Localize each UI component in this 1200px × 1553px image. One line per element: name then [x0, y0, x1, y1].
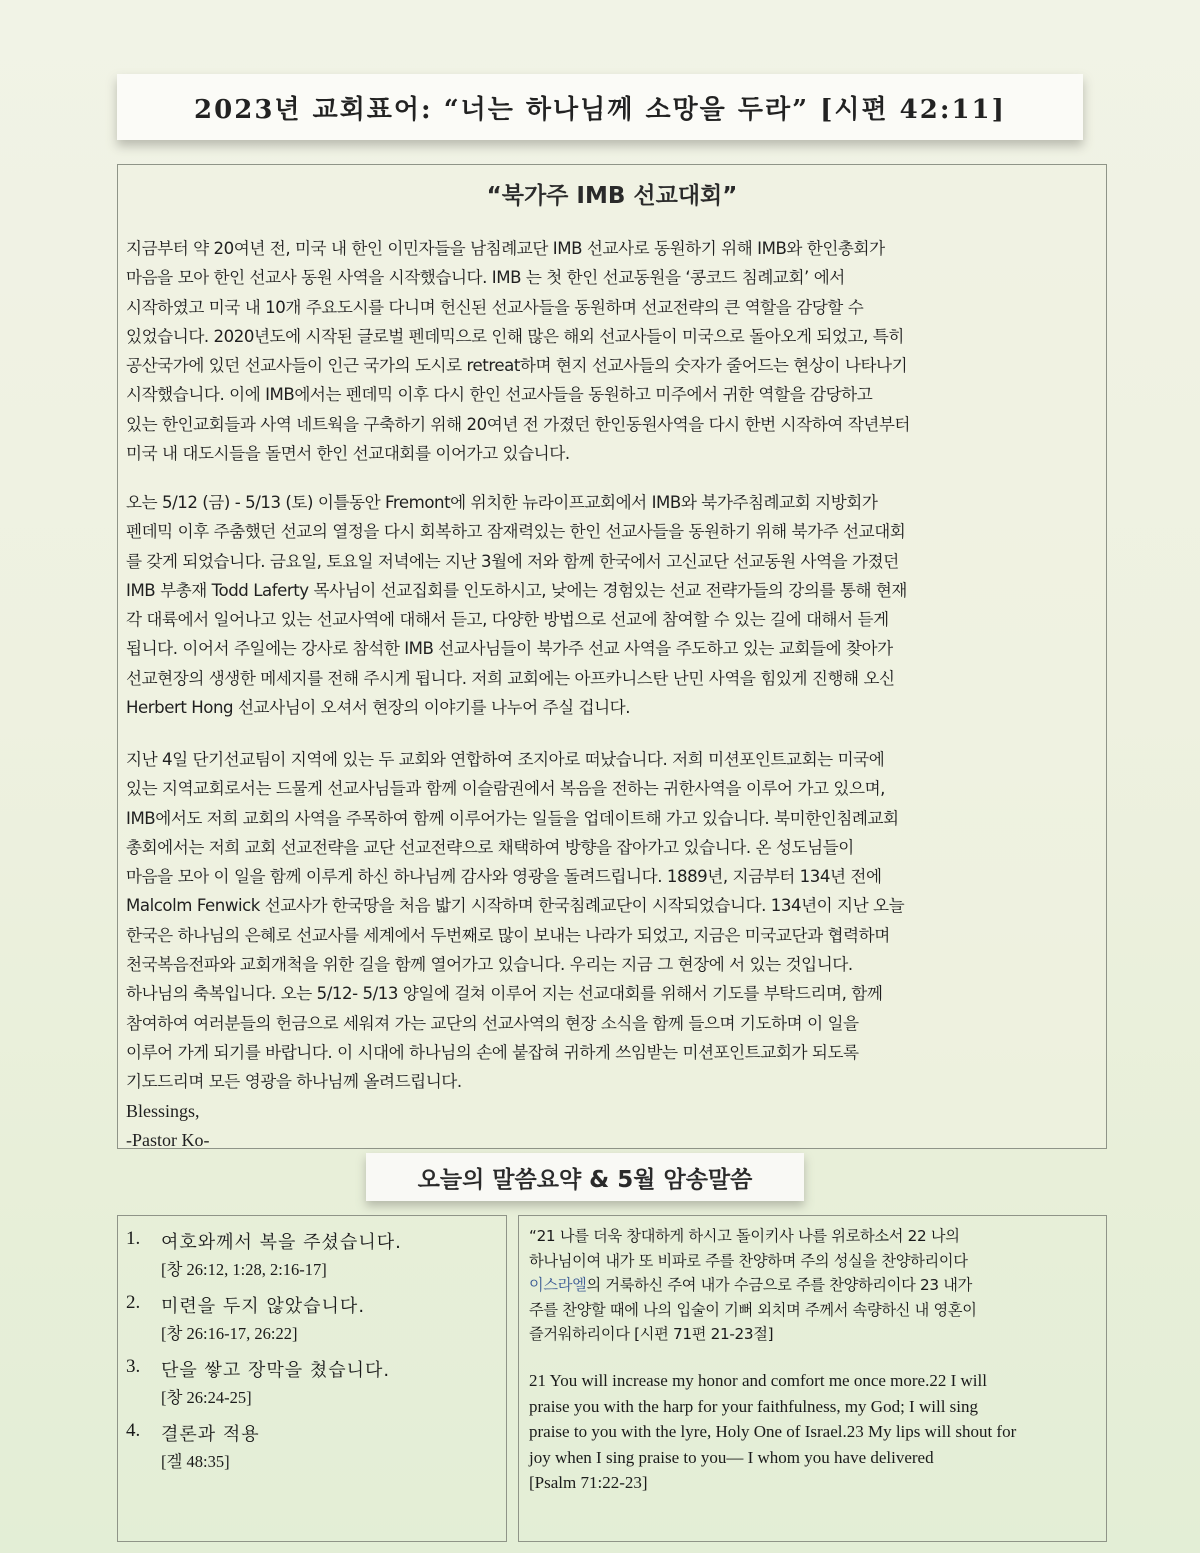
- paragraph-line: 오는 5/12 (금) - 5/13 (토) 이틀동안 Fremont에 위치한 뉴라이프교회에서 IMB와 북가주침례교회 지방회가: [126, 493, 878, 512]
- paragraph-line: 총회에서는 저희 교회 선교전략을 교단 선교전략으로 채택하여 방향을 잡아가고 있습니다. 온 성도님들이: [126, 837, 854, 857]
- verse-highlight-israel: 이스라엘: [529, 1276, 587, 1294]
- church-motto-banner: [117, 74, 1083, 140]
- paragraph-line: 있는 지역교회로서는 드물게 선교사님들과 함께 이슬람권에서 복음을 전하는 귀한사역을 이루어 가고 있으며,: [126, 779, 885, 799]
- list-item-heading: 미련을 두지 않았습니다.: [161, 1296, 366, 1317]
- list-item-reference: [창 26:24-25]: [161, 1388, 252, 1407]
- verse-reference: [Psalm 71:22-23]: [529, 1473, 648, 1492]
- list-item-reference: [창 26:16-17, 26:22]: [161, 1324, 298, 1343]
- verse-line: “21 나를 더욱 창대하게 하시고 돌이키사 나를 위로하소서 22 나의: [529, 1227, 960, 1245]
- paragraph-line: IMB에서도 저희 교회의 사역을 주목하여 함께 이루어가는 일들을 업데이트해 가고 있습니다. 북미한인침례교회: [126, 808, 899, 828]
- paragraph-line: 지금부터 약 20여년 전, 미국 내 한인 이민자들을 남침례교단 IMB 선교사로 동원하기 위해 IMB와 한인총회가: [126, 239, 885, 258]
- memory-verse-korean: [529, 1224, 1099, 1347]
- list-item-heading: 단을 쌓고 장막을 쳤습니다.: [161, 1360, 391, 1381]
- letter-title: “북가주 IMB 선교대회”: [486, 183, 738, 209]
- letter-paragraph-2: [126, 488, 1101, 722]
- list-item-heading: 결론과 적용: [161, 1424, 260, 1445]
- list-item-number: 1.: [126, 1228, 141, 1249]
- verse-line: 21 You will increase my honor and comfort me once more.22 I will: [529, 1371, 987, 1390]
- paragraph-line: 공산국가에 있던 선교사들이 인근 국가의 도시로 retreat하며 현지 선교사들의 숫자가 줄어드는 현상이 나타나기: [126, 356, 908, 376]
- list-item-number: 2.: [126, 1292, 141, 1313]
- verse-line: praise to you with the lyre, Holy One of Israel.23 My lips will shout for: [529, 1422, 1017, 1441]
- sermon-summary-title: 오늘의 말씀요약 & 5월 암송말씀: [417, 1166, 753, 1193]
- paragraph-line: 를 갖게 되었습니다. 금요일, 토요일 저녁에는 지난 3월에 저와 함께 한국에서 고신교단 선교동원 사역을 가졌던: [126, 551, 899, 571]
- memory-verse-english: [529, 1368, 1104, 1496]
- paragraph-line: 선교현장의 생생한 메세지를 전해 주시게 됩니다. 저희 교회에는 아프카니스탄 난민 사역을 힘있게 진행해 오신: [126, 668, 895, 688]
- list-item-reference: [창 26:12, 1:28, 2:16-17]: [161, 1260, 327, 1279]
- paragraph-line: 하나님의 축복입니다. 오는 5/12- 5/13 양일에 걸쳐 이루어 지는 선교대회를 위해서 기도를 부탁드리며, 함께: [126, 984, 883, 1004]
- signoff-blessings: Blessings,: [126, 1100, 200, 1121]
- verse-line: [529, 1273, 1099, 1298]
- list-item-number: 4.: [126, 1420, 141, 1441]
- paragraph-line: 마음을 모아 이 일을 함께 이루게 하신 하나님께 감사와 영광을 돌려드립니다. 1889년, 지금부터 134년 전에: [126, 867, 882, 887]
- paragraph-line: 기도드리며 모든 영광을 하나님께 올려드립니다.: [126, 1072, 462, 1092]
- memory-verse-box: [518, 1215, 1107, 1542]
- verse-line: 하나님이여 내가 또 비파로 주를 찬양하며 주의 성실을 찬양하리이다: [529, 1251, 968, 1270]
- paragraph-line: 이루어 가게 되기를 바랍니다. 이 시대에 하나님의 손에 붙잡혀 귀하게 쓰임받는 미션포인트교회가 되도록: [126, 1042, 859, 1062]
- verse-line: joy when I sing praise to you— I whom you have delivered: [529, 1447, 934, 1467]
- paragraph-line: 있는 한인교회들과 사역 네트웍을 구축하기 위해 20여년 전 가졌던 한인동원사역을 다시 한번 시작하여 작년부터: [126, 414, 911, 434]
- sermon-summary-banner: [366, 1153, 804, 1201]
- verse-line: 즐거워하리이다 [시편 71편 21-23절]: [529, 1325, 774, 1343]
- paragraph-line: 천국복음전파와 교회개척을 위한 길을 함께 열어가고 있습니다. 우리는 지금 그 현장에 서 있는 것입니다.: [126, 955, 853, 975]
- paragraph-line: 미국 내 대도시들을 돌면서 한인 선교대회를 이어가고 있습니다.: [126, 444, 570, 464]
- paragraph-line: 지난 4일 단기선교팀이 지역에 있는 두 교회와 연합하여 조지아로 떠났습니다. 저희 미션포인트교회는 미국에: [126, 750, 885, 769]
- paragraph-line: 시작했습니다. 이에 IMB에서는 펜데믹 이후 다시 한인 선교사들을 동원하고 미주에서 귀한 역할을 감당하고: [126, 385, 873, 405]
- church-motto-text: 2023년 교회표어: “너는 하나님께 소망을 두라” [시편 42:11]: [194, 94, 1006, 125]
- paragraph-line: 시작하였고 미국 내 10개 주요도시를 다니며 헌신된 선교사들을 동원하며 선교전략의 큰 역할을 감당할 수: [126, 297, 864, 317]
- list-item-heading: 여호와께서 복을 주셨습니다.: [161, 1232, 402, 1253]
- list-item-number: 3.: [126, 1356, 141, 1377]
- sermon-summary-list: [117, 1215, 507, 1542]
- paragraph-line: 한국은 하나님의 은혜로 선교사를 세계에서 두번째로 많이 보내는 나라가 되었고, 지금은 미국교단과 협력하며: [126, 925, 890, 945]
- pastor-letter-box: [117, 164, 1107, 1149]
- paragraph-line: 마음을 모아 한인 선교사 동원 사역을 시작했습니다. IMB 는 첫 한인 선교동원을 ‘콩코드 침례교회’ 에서: [126, 268, 845, 288]
- verse-line-rest: 의 거룩하신 주여 내가 수금으로 주를 찬양하리이다 23 내가: [586, 1276, 972, 1294]
- list-item-reference: [겔 48:35]: [161, 1452, 230, 1471]
- signoff-pastor: -Pastor Ko-: [126, 1129, 210, 1150]
- paragraph-line: 있었습니다. 2020년도에 시작된 글로벌 펜데믹으로 인해 많은 해외 선교사들이 미국으로 돌아오게 되었고, 특히: [126, 326, 904, 346]
- paragraph-line: 됩니다. 이어서 주일에는 강사로 참석한 IMB 선교사님들이 북가주 선교 사역을 주도하고 있는 교회들에 찾아가: [126, 639, 893, 659]
- paragraph-line: IMB 부총재 Todd Laferty 목사님이 선교집회를 인도하시고, 낮에는 경험있는 선교 전략가들의 강의를 통해 현재: [126, 580, 908, 600]
- paragraph-line: 각 대륙에서 일어나고 있는 선교사역에 대해서 듣고, 다양한 방법으로 선교에 참여할 수 있는 길에 대해서 듣게: [126, 610, 889, 630]
- verse-line: praise you with the harp for your faithfulness, my God; I will sing: [529, 1396, 979, 1416]
- paragraph-line: 펜데믹 이후 주춤했던 선교의 열정을 다시 회복하고 잠재력있는 한인 선교사들을 동원하기 위해 북가주 선교대회: [126, 522, 906, 542]
- paragraph-line: 참여하여 여러분들의 헌금으로 세워져 가는 교단의 선교사역의 현장 소식을 함께 들으며 기도하며 이 일을: [126, 1013, 859, 1033]
- letter-paragraph-1: [126, 234, 1101, 468]
- verse-line: 주를 찬양할 때에 나의 입술이 기뻐 외치며 주께서 속량하신 내 영혼이: [529, 1300, 977, 1319]
- letter-paragraph-3: [126, 745, 1101, 1155]
- paragraph-line: Malcolm Fenwick 선교사가 한국땅을 처음 밟기 시작하며 한국침례교단이 시작되었습니다. 134년이 지난 오늘: [126, 896, 905, 916]
- paragraph-line: Herbert Hong 선교사님이 오셔서 현장의 이야기를 나누어 주실 겁니다.: [126, 698, 631, 718]
